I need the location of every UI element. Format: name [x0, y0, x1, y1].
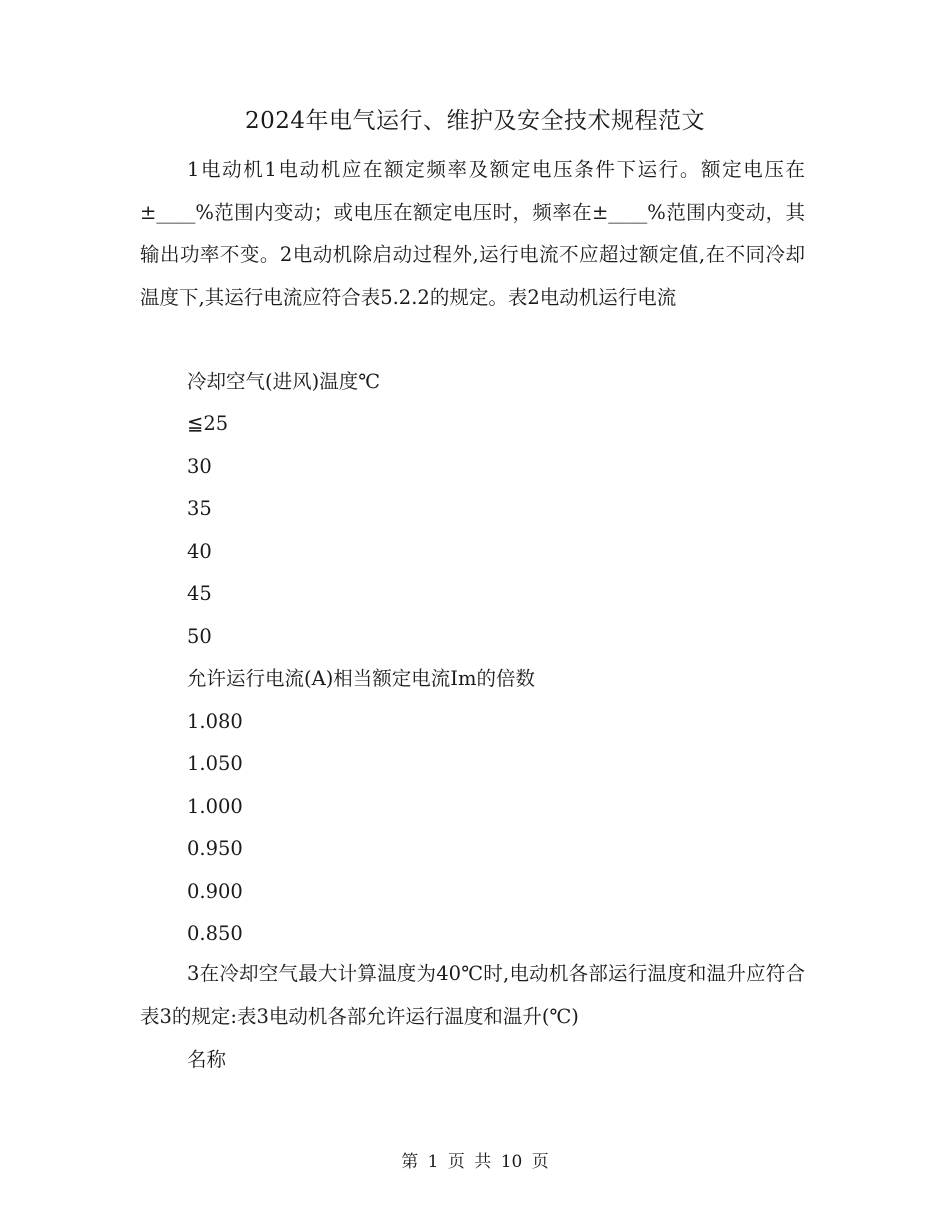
table2-temperature-value: 50 — [187, 625, 212, 648]
table2-multiplier-value: 1.000 — [187, 795, 243, 818]
table2-temperature-value: 35 — [187, 497, 212, 520]
table2-multiplier-value: 0.950 — [187, 837, 243, 860]
table2-temperature-value: 40 — [187, 540, 212, 563]
table2-multiplier-value: 1.050 — [187, 752, 243, 775]
document-title: 2024年电气运行、维护及安全技术规程范文 — [244, 108, 706, 134]
table2-temperature-value: ≦25 — [187, 412, 229, 435]
paragraph-temperature-rise: 3在冷却空气最大计算温度为40℃时,电动机各部运行温度和温升应符合表3的规定:表3电动机各部允许运行温度和温升(℃) — [140, 962, 805, 1028]
table2-multiplier-value: 0.900 — [187, 880, 243, 903]
table2-multiplier-value: 0.850 — [187, 922, 243, 945]
table3-header-name: 名称 — [187, 1048, 227, 1071]
table2-temperature-value: 45 — [187, 582, 212, 605]
table2-header-multiplier: 允许运行电流(A)相当额定电流Im的倍数 — [187, 667, 535, 690]
paragraph-motor-operation: 1电动机1电动机应在额定频率及额定电压条件下运行。额定电压在±____%范围内变动；或电压在额定电压时，频率在±____%范围内变动，其输出功率不变。2电动机除启动过程外,运行电流不应超过额定值,在不同冷却温度下,其运行电流应符合表5.2.2的规定。表2电动机运行电流 — [140, 158, 805, 309]
table2-header-temperature: 冷却空气(进风)温度℃ — [187, 370, 381, 393]
table2-multiplier-value: 1.080 — [187, 710, 243, 733]
page-number-footer: 第 1 页 共 10 页 — [401, 1152, 549, 1172]
table2-temperature-value: 30 — [187, 455, 212, 478]
